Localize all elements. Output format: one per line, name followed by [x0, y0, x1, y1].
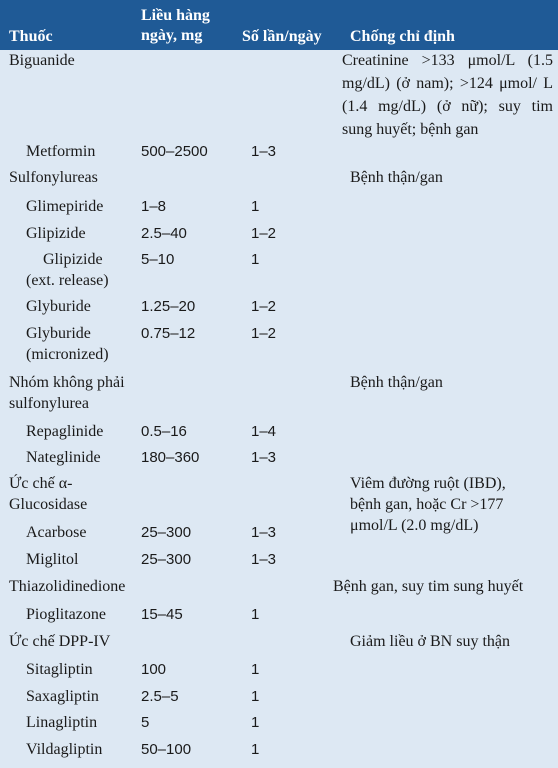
frequency: 1–3	[251, 449, 277, 466]
drug-name: Nateglinide	[26, 449, 101, 466]
daily-dose: 25–300	[141, 551, 192, 568]
frequency: 1	[251, 606, 260, 623]
daily-dose: 5–10	[141, 251, 175, 268]
header-drug: Thuốc	[9, 28, 53, 45]
daily-dose: 1–8	[141, 198, 167, 215]
drug-name-line1: Glyburide	[26, 325, 91, 342]
frequency: 1	[251, 251, 260, 268]
drug-name: Pioglitazone	[26, 606, 106, 623]
drug-name: Glimepiride	[26, 198, 104, 215]
frequency: 1	[251, 661, 260, 678]
daily-dose: 15–45	[141, 606, 183, 623]
drug-name: Metformin	[26, 143, 96, 160]
frequency: 1–3	[251, 143, 277, 160]
drug-name-line2: (micronized)	[26, 346, 109, 363]
frequency: 1–2	[251, 325, 277, 342]
contraindication-line1: Viêm đường ruột (IBD),	[350, 475, 506, 492]
header-frequency: Số lần/ngày	[242, 28, 322, 45]
drug-name: Miglitol	[26, 551, 79, 568]
group-name: Sulfonylureas	[9, 169, 98, 186]
daily-dose: 0.75–12	[141, 325, 196, 342]
daily-dose: 500–2500	[141, 143, 208, 160]
drug-name: Repaglinide	[26, 423, 104, 440]
drug-name: Vildagliptin	[26, 741, 103, 758]
frequency: 1	[251, 198, 260, 215]
drug-name: Glipizide	[26, 225, 86, 242]
frequency: 1–2	[251, 225, 277, 242]
table-header	[0, 0, 558, 50]
group-name: Thiazolidinedione	[9, 578, 126, 595]
contraindication-text: Bệnh gan, suy tim sung huyết	[333, 578, 524, 595]
contraindication-text: Giảm liều ở BN suy thận	[350, 633, 510, 650]
header-contraindication: Chống chỉ định	[350, 28, 455, 45]
drug-name: Sitagliptin	[26, 661, 93, 678]
group-name: Biguanide	[9, 52, 75, 69]
frequency: 1–3	[251, 551, 277, 568]
contraindication-text: Creatinine >133 μmol/L (1.5 mg/dL) (ở nam); >124 μmol/ L (1.4 mg/dL) (ở nữ); suy tim sung huyết; bệnh gan	[342, 52, 553, 138]
frequency: 1–3	[251, 524, 277, 541]
contraindication-text: Bệnh thận/gan	[350, 374, 443, 391]
daily-dose: 2.5–5	[141, 688, 179, 705]
frequency: 1	[251, 714, 260, 731]
contraindication-line2: bệnh gan, hoặc Cr >177	[350, 496, 504, 513]
frequency: 1	[251, 741, 260, 758]
group-name-line1: Nhóm không phải	[9, 374, 125, 391]
daily-dose: 2.5–40	[141, 225, 187, 242]
drug-name: Saxagliptin	[26, 688, 99, 705]
daily-dose: 180–360	[141, 449, 200, 466]
group-name-line2: sulfonylurea	[9, 395, 89, 412]
drug-name: Glyburide	[26, 298, 91, 315]
daily-dose: 5	[141, 714, 150, 731]
drug-name-line2: (ext. release)	[26, 272, 109, 289]
contraindication-text: Bệnh thận/gan	[350, 169, 443, 186]
drug-name: Linagliptin	[26, 714, 98, 731]
group-name-line2: Glucosidase	[9, 496, 88, 513]
drug-name: Acarbose	[26, 524, 87, 541]
group-name: Ức chế DPP-IV	[9, 633, 111, 650]
daily-dose: 50–100	[141, 741, 192, 758]
daily-dose: 1.25–20	[141, 298, 196, 315]
contraindication-line3: μmol/L (2.0 mg/dL)	[350, 517, 479, 534]
daily-dose: 100	[141, 661, 167, 678]
header-dose-line1: Liều hàng	[141, 7, 210, 24]
frequency: 1–2	[251, 298, 277, 315]
group-name-line1: Ức chế α-	[9, 475, 73, 492]
daily-dose: 25–300	[141, 524, 192, 541]
frequency: 1–4	[251, 423, 277, 440]
header-dose-line2: ngày, mg	[141, 27, 203, 44]
drug-name-line1: Glipizide	[43, 251, 103, 268]
frequency: 1	[251, 688, 260, 705]
daily-dose: 0.5–16	[141, 423, 187, 440]
